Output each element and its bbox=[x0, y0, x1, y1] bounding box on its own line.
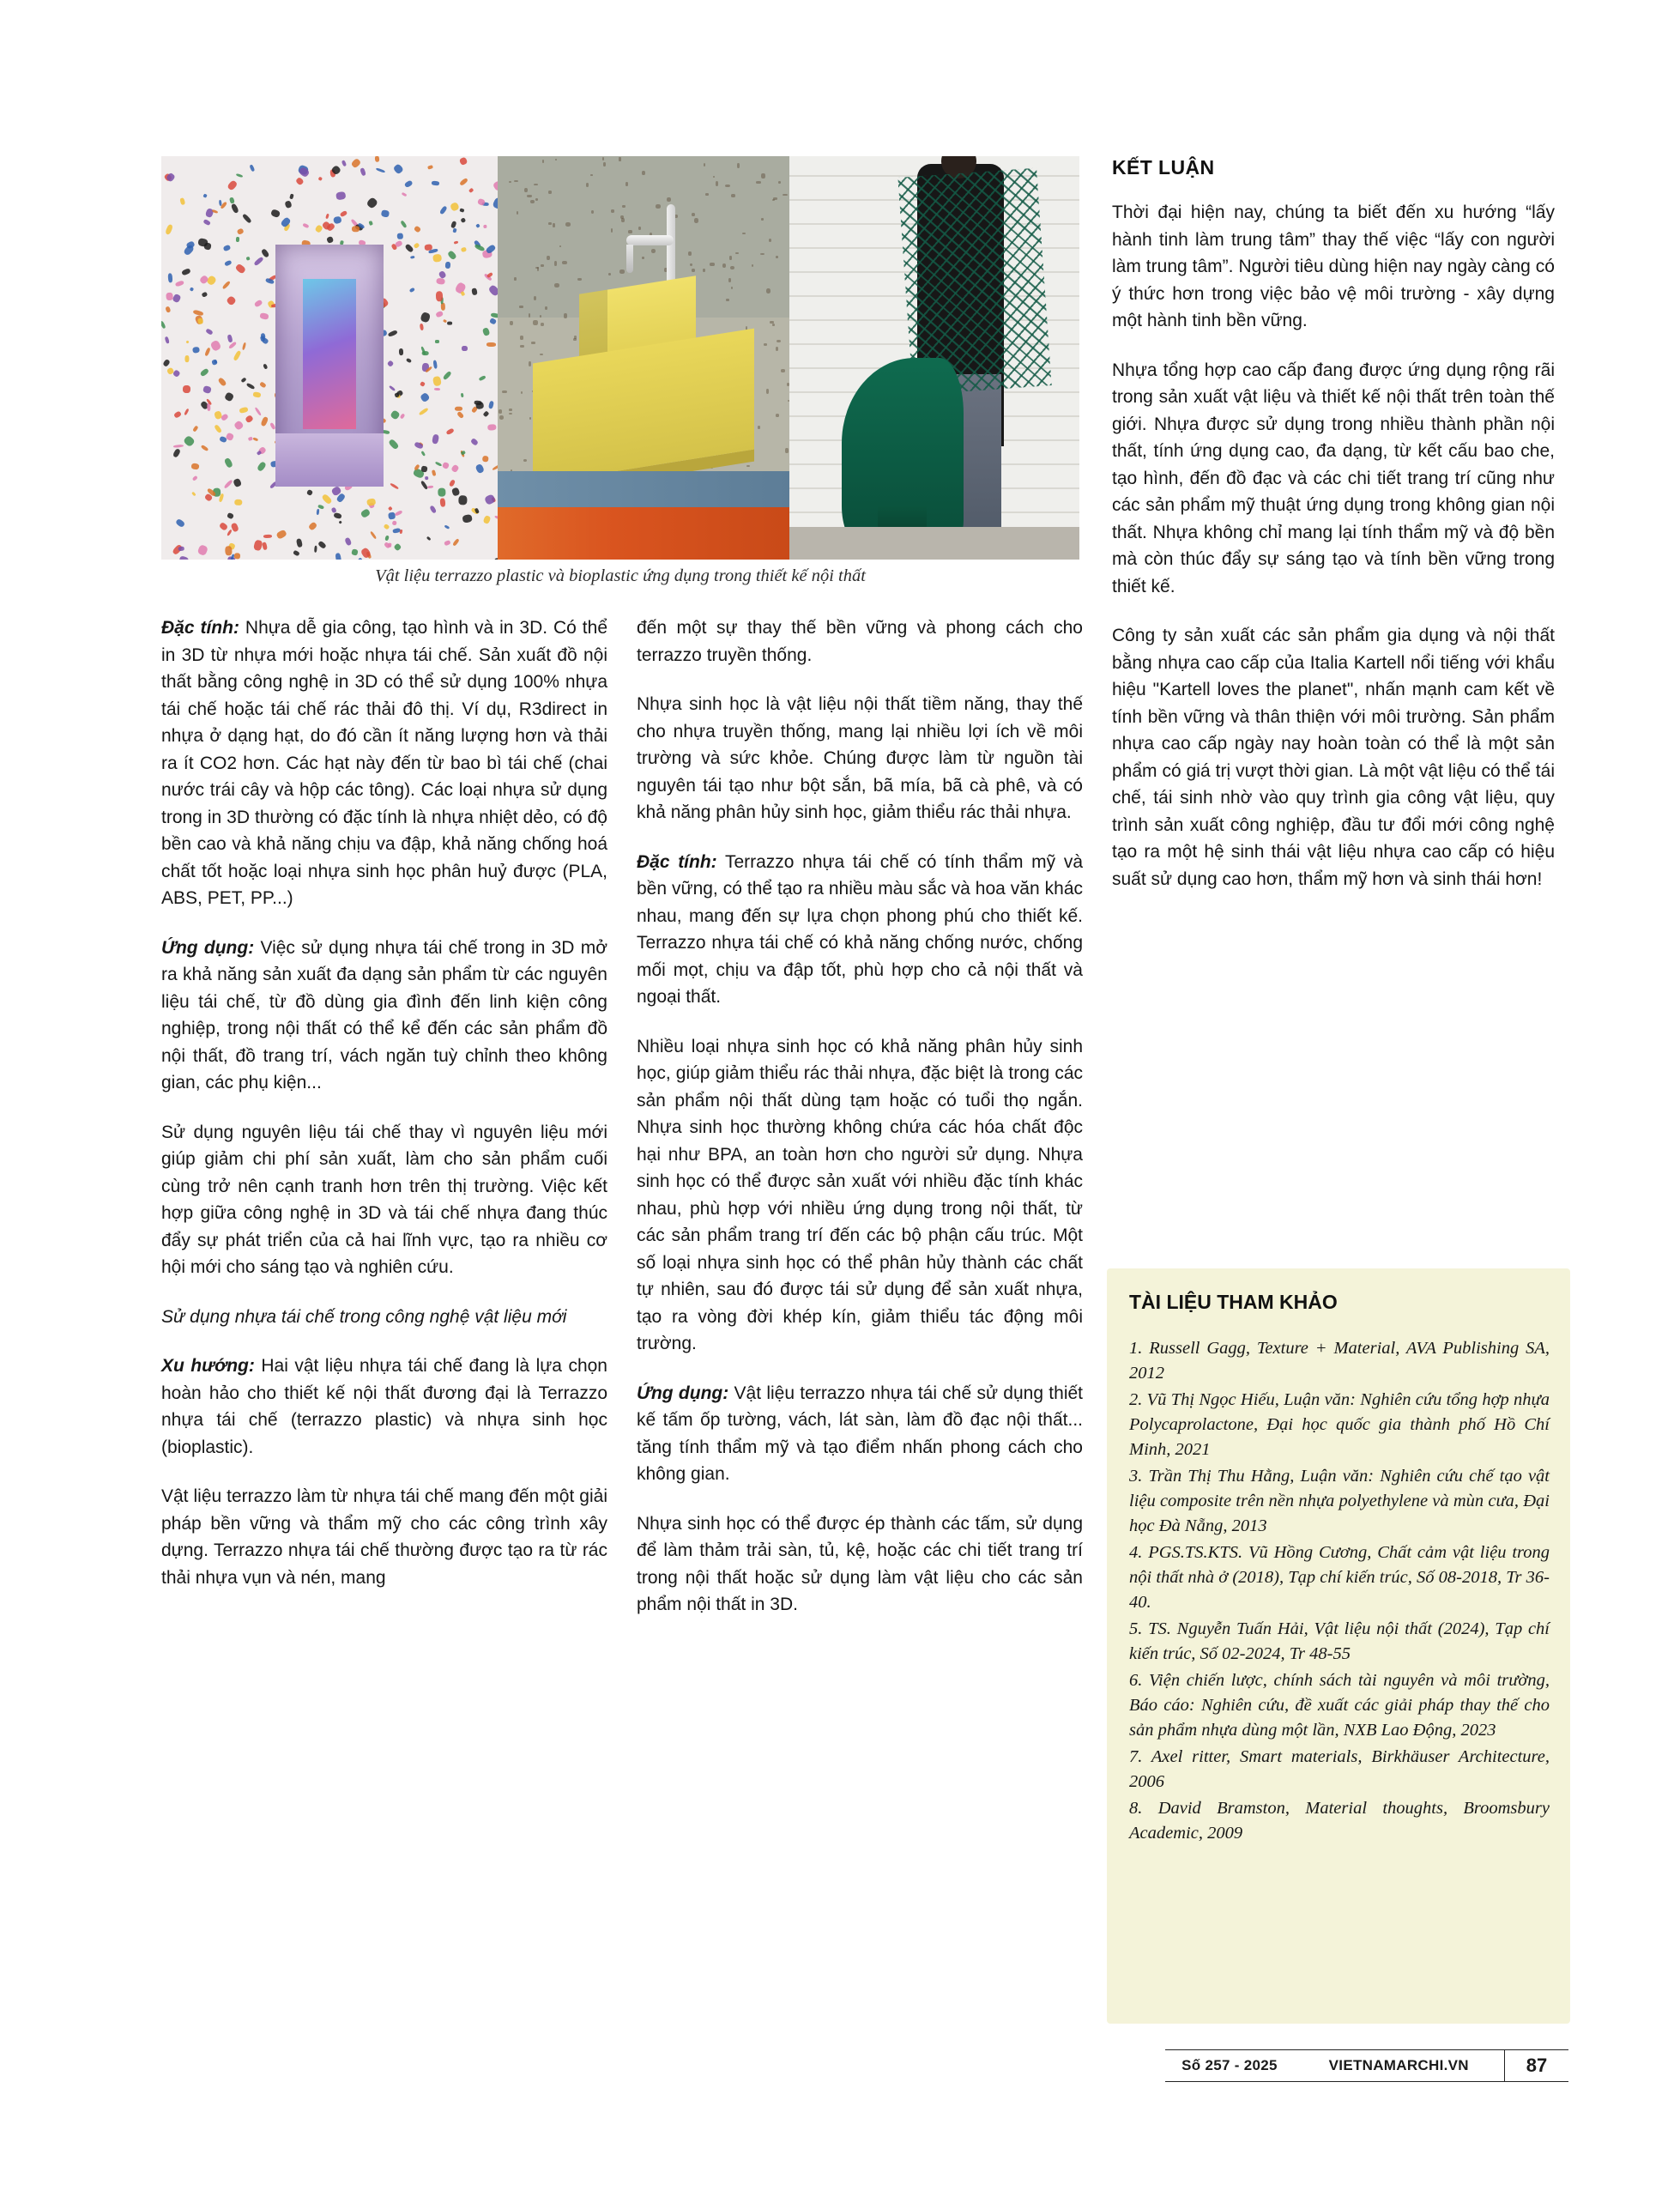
paragraph: Nhựa sinh học là vật liệu nội thất tiềm năng, thay thế cho nhựa truyền thống, mang lại nhiều lợi ích về môi trường và sức khỏe. Chúng được làm từ nguồn tài nguyên tái tạo như bột sắn, bã mía, bã cà phê, và có khả năng phân hủy sinh học, giảm thiểu rác thải nhựa. bbox=[637, 694, 1083, 822]
corridor-floor bbox=[275, 433, 383, 487]
references-box bbox=[1107, 1268, 1570, 2024]
figure-terrazzo-corridor bbox=[161, 156, 498, 560]
paragraph: Ứng dụng: Vật liệu terrazzo nhựa tái chế sử dụng thiết kế tấm ốp tường, vách, lát sàn, làm đồ đạc nội thất... tăng tính thẩm mỹ và tạo điểm nhấn phong cách cho không gian. bbox=[637, 1383, 1083, 1484]
blue-band bbox=[498, 471, 789, 507]
body-column-1 bbox=[161, 614, 607, 1591]
body-column-3 bbox=[1112, 199, 1555, 893]
green-chair bbox=[842, 358, 964, 543]
paragraph: Công ty sản xuất các sản phẩm gia dụng và nội thất bằng nhựa cao cấp của Italia Kartell nổi tiếng với khẩu hiệu "Kartell loves the planet", nhấn mạnh cam kết về tính bền vững và thân thiện với môi trường. Sản phẩm nhựa cao cấp ngày nay hoàn toàn có thể là một sản phẩm có giá trị vượt thời gian. Là một vật liệu có thể tái chế, tái sinh nhờ vào quy trình gia công vật liệu, quy trình sản xuất công nghiệp, đầu tư đổi mới công nghệ tạo ra một hệ sinh thái vật liệu nhựa cao cấp có hiệu suất sử dụng cao hơn, thẩm mỹ hơn và sinh thái hơn! bbox=[1112, 626, 1555, 889]
paragraph-lead-in: Đặc tính: bbox=[637, 851, 717, 872]
reference-item: 3. Trần Thị Thu Hằng, Luận văn: Nghiên cứu chế tạo vật liệu composite trên nền nhựa polyethylene và mùn cưa, Đại học Đà Nẵng, 2013 bbox=[1129, 1467, 1550, 1535]
reference-item: 5. TS. Nguyễn Tuấn Hải, Vật liệu nội thất (2024), Tạp chí kiến trúc, Số 02-2024, Tr 48-55 bbox=[1129, 1619, 1550, 1663]
paragraph: Nhựa sinh học có thể được ép thành các tấm, sử dụng để làm thảm trải sàn, tủ, kệ, hoặc các chi tiết trang trí trong nội thất hoặc sử dụng làm vật liệu cho các sản phẩm nội thất in 3D. bbox=[637, 1513, 1083, 1614]
reference-item: 2. Vũ Thị Ngọc Hiếu, Luận văn: Nghiên cứu tổng hợp nhựa Polycaprolactone, Đại học quốc gia thành phố Hồ Chí Minh, 2021 bbox=[1129, 1390, 1550, 1459]
paragraph: Thời đại hiện nay, chúng ta biết đến xu hướng “lấy hành tinh làm trung tâm” thay thế việc “lấy con người làm trung tâm”. Người tiêu dùng hiện nay ngày càng có ý thức hơn trong việc bảo vệ môi trường - xây dựng một hành tinh bền vững. bbox=[1112, 203, 1555, 330]
body-column-2 bbox=[637, 614, 1083, 1619]
paragraph: Vật liệu terrazzo làm từ nhựa tái chế mang đến một giải pháp bền vững và thẩm mỹ cho các công trình xây dựng. Terrazzo nhựa tái chế thường được tạo ra từ rác thải nhựa vụn và nén, mang bbox=[161, 1486, 607, 1588]
reference-item: 4. PGS.TS.KTS. Vũ Hồng Cương, Chất cảm vật liệu trong nội thất nhà ở (2018), Tạp chí kiến trúc, Số 08-2018, Tr 36-40. bbox=[1129, 1543, 1550, 1612]
footer-page-number: 87 bbox=[1526, 2055, 1548, 2076]
paragraph: Nhựa tổng hợp cao cấp đang được ứng dụng rộng rãi trong sản xuất vật liệu và thiết kế nội thất trên toàn thế giới. Nhựa được sử dụng trong nhiều thành phần nội thất, tính ứng dụng cao, đa dạng, từ kết cấu bao che, tạo hình, đến đồ đạc và các chi tiết trang trí cũng như các sản phẩm mỹ thuật ứng dụng trong không gian nội thất. Nhựa không chỉ mang lại tính thẩm mỹ và độ bền mà còn thúc đẩy sự sáng tạo và tính bền vững trong thiết kế. bbox=[1112, 360, 1555, 596]
paragraph: Nhiều loại nhựa sinh học có khả năng phân hủy sinh học, giúp giảm thiểu rác thải nhựa, đặc biệt là trong các sản phẩm nội thất dùng tạm hoặc có tuổi thọ ngắn. Nhựa sinh học thường không chứa các hóa chất độc hại như BPA, an toàn hơn cho người sử dụng. Nhựa sinh học có thể được sản xuất với nhiều đặc tính khác nhau, phù hợp với nhiều ứng dụng trong nội thất, từ các sản phẩm trang trí đến các bộ phận cấu trúc. Một số loại nhựa sinh học có thể phân hủy thành các chất tự nhiên, sau đó được tái sử dụng để sản xuất nhựa, tạo ra vòng đời khép kín, giảm thiểu tác động môi trường. bbox=[637, 1036, 1083, 1353]
paragraph bbox=[161, 1304, 607, 1331]
footer-issue: Số 257 - 2025 bbox=[1181, 2057, 1278, 2073]
references-list bbox=[1129, 1336, 1550, 1846]
conclusion-heading: KẾT LUẬN bbox=[1112, 156, 1215, 179]
paragraph: Đặc tính: Terrazzo nhựa tái chế có tính thẩm mỹ và bền vững, có thể tạo ra nhiều màu sắc và hoa văn khác nhau, mang đến sự lựa chọn phong phú cho thiết kế. Terrazzo nhựa tái chế có khả năng chống nước, chống mối mọt, chịu va đập tốt, phù hợp cho cả nội thất và ngoại thất. bbox=[637, 851, 1083, 1007]
paragraph-lead-in: Xu hướng: bbox=[161, 1356, 255, 1376]
figure-net-chair bbox=[789, 156, 1079, 560]
faucet-icon bbox=[626, 204, 679, 285]
floor-band bbox=[789, 527, 1079, 560]
corridor-light-panel bbox=[303, 279, 357, 429]
paragraph-lead-in: Ứng dụng: bbox=[637, 1383, 729, 1403]
reference-item: 6. Viện chiến lược, chính sách tài nguyên và môi trường, Báo cáo: Nghiên cứu, đề xuất các giải pháp thay thế cho sản phẩm nhựa dùng một lần, NXB Lao Động, 2023 bbox=[1129, 1671, 1550, 1740]
corridor-shape bbox=[275, 245, 383, 487]
paragraph: Ứng dụng: Việc sử dụng nhựa tái chế trong in 3D mở ra khả năng sản xuất đa dạng sản phẩm từ các nguyên liệu tái chế, từ đồ dùng gia đình đến linh kiện công nghiệp, trong nội thất có thể kể đến các sản phẩm đồ nội thất, đồ trang trí, vách ngăn tuỳ chỉnh theo không gian, các phụ kiện... bbox=[161, 937, 607, 1092]
page-footer bbox=[1165, 2049, 1568, 2082]
references-title: TÀI LIỆU THAM KHẢO bbox=[1129, 1291, 1338, 1313]
figure-caption: Vật liệu terrazzo plastic và bioplastic ứng dụng trong thiết kế nội thất bbox=[375, 566, 866, 585]
reference-item: 7. Axel ritter, Smart materials, Birkhäuser Architecture, 2006 bbox=[1129, 1747, 1550, 1791]
figure-image-strip bbox=[161, 156, 1079, 560]
paragraph: đến một sự thay thế bền vững và phong cách cho terrazzo truyền thống. bbox=[637, 618, 1083, 665]
reference-item: 1. Russell Gagg, Texture + Material, AVA Publishing SA, 2012 bbox=[1129, 1339, 1550, 1383]
footer-website: VIETNAMARCHI.VN bbox=[1328, 2057, 1469, 2073]
paragraph: Sử dụng nguyên liệu tái chế thay vì nguyên liệu mới giúp giảm chi phí sản xuất, làm cho sản phẩm cuối cùng trở nên cạnh tranh hơn trên thị trường. Việc kết hợp giữa công nghệ in 3D và tái chế nhựa đang thúc đẩy sự phát triển của cả hai lĩnh vực, tạo ra nhiều cơ hội mới cho sáng tạo và nghiên cứu. bbox=[161, 1122, 607, 1277]
paragraph-lead-in: Đặc tính: bbox=[161, 618, 239, 638]
paragraph: Đặc tính: Nhựa dễ gia công, tạo hình và in 3D. Có thể in 3D từ nhựa mới hoặc nhựa tái chế. Sản xuất đồ nội thất bằng công nghệ in 3D có thể sử dụng 100% nhựa tái chế hoặc tái chế rác thải đô thị. Ví dụ, R3direct in nhựa ở dạng hạt, do đó cần ít năng lượng hơn và thải ra ít CO2 hơn. Các hạt này đến từ bao bì tái chế (chai nước trái cây và hộp các tông). Các loại nhựa sử dụng trong in 3D thường có đặc tính là nhựa nhiệt dẻo, có độ bền cao và khả năng chịu va đập, khả năng chống hoá chất tốt hoặc loại nhựa sinh học phân huỷ được (PLA, ABS, PET, PP...) bbox=[161, 618, 607, 908]
subheading: Sử dụng nhựa tái chế trong công nghệ vật liệu mới bbox=[161, 1306, 567, 1327]
reference-item: 8. David Bramston, Material thoughts, Broomsbury Academic, 2009 bbox=[1129, 1799, 1550, 1843]
paragraph: Xu hướng: Hai vật liệu nhựa tái chế đang là lựa chọn hoàn hảo cho thiết kế nội thất đương đại là Terrazzo nhựa tái chế (terrazzo plastic) và nhựa sinh học (bioplastic). bbox=[161, 1356, 607, 1457]
figure-cork-sink bbox=[498, 156, 789, 560]
paragraph-lead-in: Ứng dụng: bbox=[161, 937, 255, 958]
orange-band bbox=[498, 507, 789, 560]
